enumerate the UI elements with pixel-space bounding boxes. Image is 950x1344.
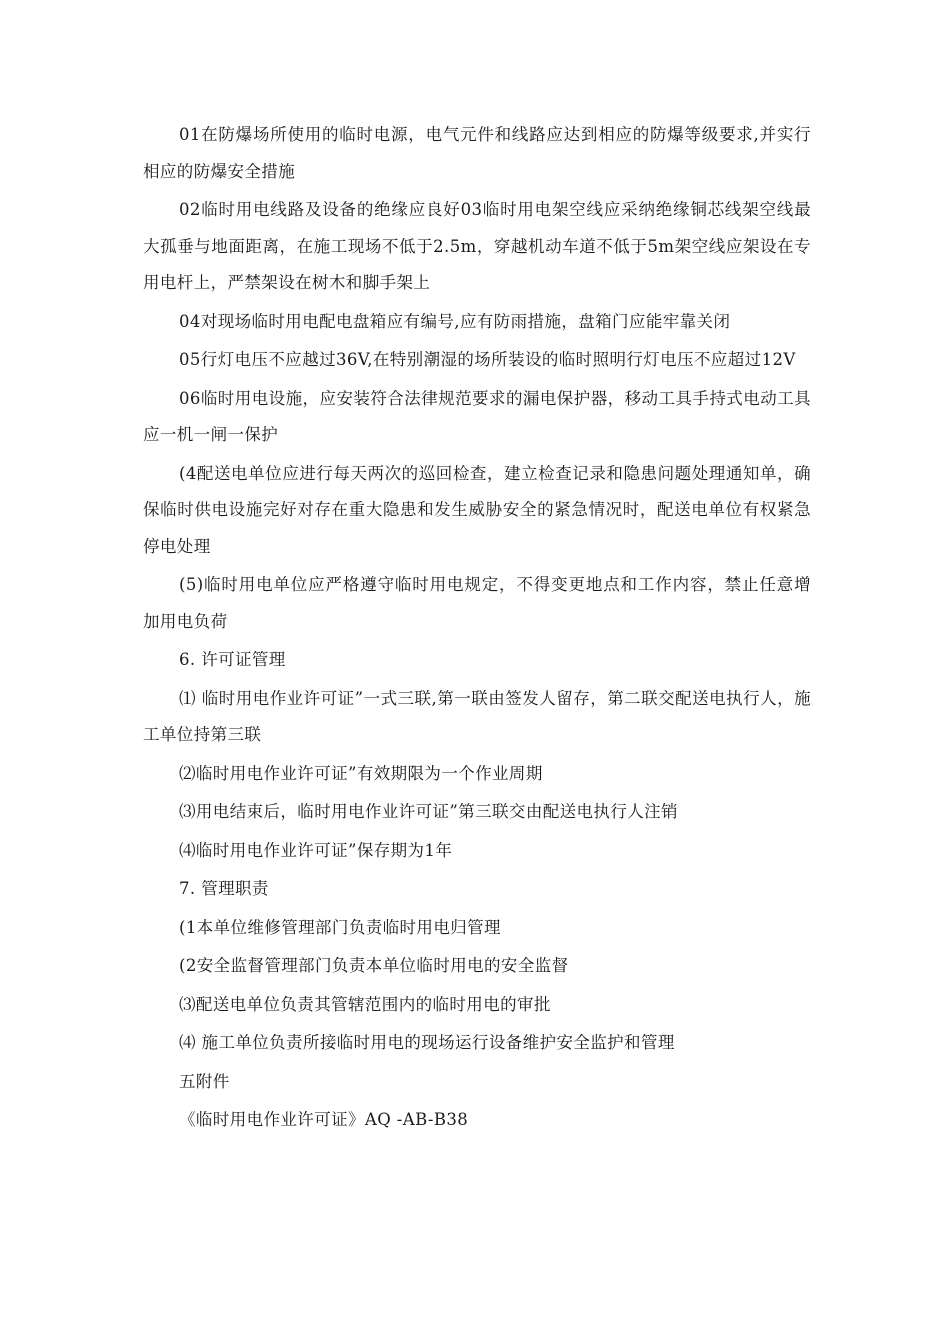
paragraph-safety-dept: (2安全监督管理部门负责本单位临时用电的安全监督 [179,956,569,975]
paragraph-inspection: (4配送电单位应进行每天两次的巡回检查，建立检查记录和隐患问题处理通知单，确保临时供电设施完好对存在重大隐患和发生威胁安全的紧急情况时，配送电单位有权紧急停电处理 [143,463,811,556]
paragraph-permit-retention: ⑷临时用电作业许可证”保存期为1年 [179,840,453,860]
paragraph-user-compliance: (5)临时用电单位应严格遵守临时用电规定，不得变更地点和工作内容，禁止任意增加用电负荷 [143,575,811,631]
paragraph-permit-copies: ⑴ 临时用电作业许可证”一式三联,第一联由签发人留存，第二联交配送电执行人，施工单位持第三联 [143,688,811,744]
document-page [143,117,811,1139]
paragraph-construction-unit: ⑷ 施工单位负责所接临时用电的现场运行设备维护安全监护和管理 [179,1033,675,1052]
paragraph-permit-cancellation: ⑶用电结束后，临时用电作业许可证”第三联交由配送电执行人注销 [179,802,678,821]
section-heading-permit-management: 6. 许可证管理 [179,650,286,669]
section-heading-responsibilities: 7. 管理职责 [179,879,269,898]
paragraph-maintenance-dept: (1本单位维修管理部门负责临时用电归管理 [179,917,501,937]
paragraph-leakage-protector: 06临时用电设施，应安装符合法律规范要求的漏电保护器，移动工具手持式电动工具应一机一闸一保护 [143,388,811,444]
paragraph-lamp-voltage: 05行灯电压不应越过36V,在特别潮湿的场所装设的临时照明行灯电压不应超过12V [179,350,796,369]
paragraph-distribution-unit: ⑶配送电单位负责其管辖范围内的临时用电的审批 [179,994,551,1014]
paragraph-distribution-box: 04对现场临时用电配电盘箱应有编号,应有防雨措施，盘箱门应能牢靠关闭 [179,311,731,331]
paragraph-permit-validity: ⑵临时用电作业许可证”有效期限为一个作业周期 [179,763,543,783]
paragraph-explosion-proof-power: 01在防爆场所使用的临时电源，电气元件和线路应达到相应的防爆等级要求,并实行相应的防爆安全措施 [143,125,811,181]
section-heading-attachments: 五附件 [179,1071,230,1091]
paragraph-insulation-overhead-lines: 02临时用电线路及设备的绝缘应良好03临时用电架空线应采纳绝缘铜芯线架空线最大孤垂与地面距离，在施工现场不低于2.5m，穿越机动车道不低于5m架空线应架设在专用电杆上，严禁架设在树木和脚手架上 [143,200,811,292]
paragraph-attachment-permit: 《临时用电作业许可证》AQ -AB-B38 [179,1110,469,1129]
